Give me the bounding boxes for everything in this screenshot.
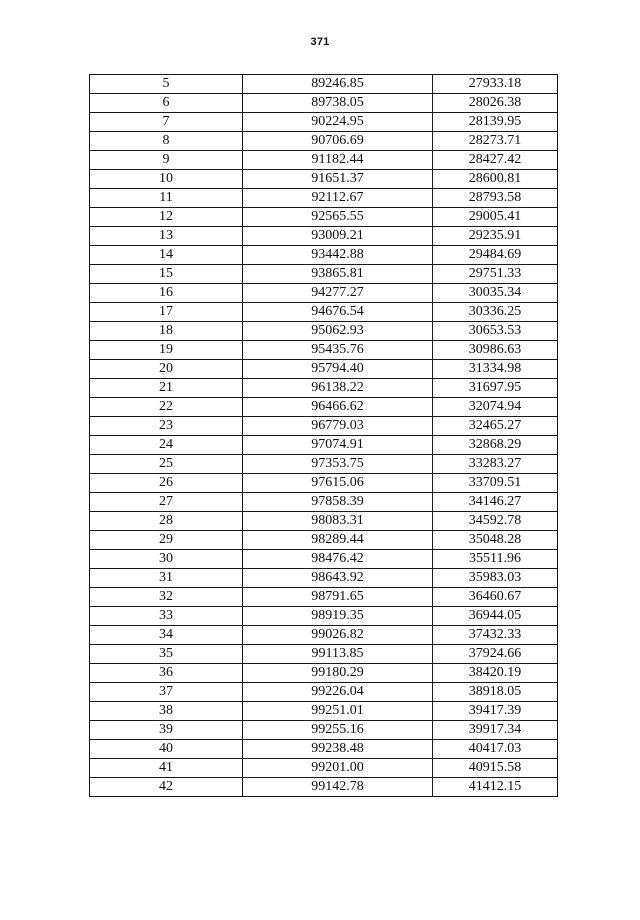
value-a-cell: 98476.42 <box>243 550 433 569</box>
value-b-cell: 38420.19 <box>433 664 558 683</box>
value-b-cell: 36460.67 <box>433 588 558 607</box>
value-a-cell: 99142.78 <box>243 778 433 797</box>
value-a-cell: 94676.54 <box>243 303 433 322</box>
table-row <box>90 322 558 341</box>
value-a-cell: 91182.44 <box>243 151 433 170</box>
value-a-cell: 98643.92 <box>243 569 433 588</box>
value-b-cell: 31334.98 <box>433 360 558 379</box>
value-a-cell: 96466.62 <box>243 398 433 417</box>
value-b-cell: 28273.71 <box>433 132 558 151</box>
row-index-cell: 28 <box>90 512 243 531</box>
row-index-cell: 27 <box>90 493 243 512</box>
value-b-cell: 31697.95 <box>433 379 558 398</box>
value-b-cell: 37432.33 <box>433 626 558 645</box>
value-b-cell: 36944.05 <box>433 607 558 626</box>
table-row <box>90 645 558 664</box>
row-index-cell: 36 <box>90 664 243 683</box>
value-b-cell: 37924.66 <box>433 645 558 664</box>
value-b-cell: 29751.33 <box>433 265 558 284</box>
row-index-cell: 16 <box>90 284 243 303</box>
row-index-cell: 35 <box>90 645 243 664</box>
value-a-cell: 91651.37 <box>243 170 433 189</box>
value-a-cell: 89246.85 <box>243 75 433 94</box>
value-b-cell: 32074.94 <box>433 398 558 417</box>
value-b-cell: 30336.25 <box>433 303 558 322</box>
table-row <box>90 246 558 265</box>
row-index-cell: 17 <box>90 303 243 322</box>
value-a-cell: 97858.39 <box>243 493 433 512</box>
row-index-cell: 21 <box>90 379 243 398</box>
value-b-cell: 32868.29 <box>433 436 558 455</box>
row-index-cell: 26 <box>90 474 243 493</box>
table-row <box>90 721 558 740</box>
table-row <box>90 740 558 759</box>
row-index-cell: 5 <box>90 75 243 94</box>
value-a-cell: 98289.44 <box>243 531 433 550</box>
value-a-cell: 93009.21 <box>243 227 433 246</box>
value-a-cell: 97074.91 <box>243 436 433 455</box>
value-a-cell: 99251.01 <box>243 702 433 721</box>
value-b-cell: 28427.42 <box>433 151 558 170</box>
value-b-cell: 30986.63 <box>433 341 558 360</box>
row-index-cell: 42 <box>90 778 243 797</box>
value-b-cell: 28139.95 <box>433 113 558 132</box>
row-index-cell: 7 <box>90 113 243 132</box>
value-a-cell: 99226.04 <box>243 683 433 702</box>
table-row <box>90 588 558 607</box>
table-row <box>90 550 558 569</box>
table-row <box>90 493 558 512</box>
value-b-cell: 28600.81 <box>433 170 558 189</box>
value-a-cell: 95435.76 <box>243 341 433 360</box>
row-index-cell: 10 <box>90 170 243 189</box>
value-b-cell: 34146.27 <box>433 493 558 512</box>
row-index-cell: 11 <box>90 189 243 208</box>
row-index-cell: 41 <box>90 759 243 778</box>
value-b-cell: 30653.53 <box>433 322 558 341</box>
table-row <box>90 683 558 702</box>
table-row <box>90 341 558 360</box>
value-b-cell: 35511.96 <box>433 550 558 569</box>
table-row <box>90 569 558 588</box>
row-index-cell: 13 <box>90 227 243 246</box>
table-row <box>90 759 558 778</box>
row-index-cell: 24 <box>90 436 243 455</box>
value-a-cell: 96138.22 <box>243 379 433 398</box>
value-b-cell: 35983.03 <box>433 569 558 588</box>
row-index-cell: 38 <box>90 702 243 721</box>
data-table <box>89 74 558 797</box>
value-a-cell: 93865.81 <box>243 265 433 284</box>
row-index-cell: 9 <box>90 151 243 170</box>
table-row <box>90 417 558 436</box>
table-row <box>90 664 558 683</box>
value-a-cell: 99180.29 <box>243 664 433 683</box>
table-row <box>90 208 558 227</box>
table-row <box>90 379 558 398</box>
value-a-cell: 92565.55 <box>243 208 433 227</box>
table-row <box>90 531 558 550</box>
value-a-cell: 97353.75 <box>243 455 433 474</box>
row-index-cell: 25 <box>90 455 243 474</box>
value-b-cell: 33709.51 <box>433 474 558 493</box>
row-index-cell: 8 <box>90 132 243 151</box>
value-a-cell: 98083.31 <box>243 512 433 531</box>
table-row <box>90 398 558 417</box>
value-b-cell: 28026.38 <box>433 94 558 113</box>
row-index-cell: 39 <box>90 721 243 740</box>
value-b-cell: 27933.18 <box>433 75 558 94</box>
value-b-cell: 32465.27 <box>433 417 558 436</box>
value-b-cell: 34592.78 <box>433 512 558 531</box>
table-row <box>90 265 558 284</box>
row-index-cell: 37 <box>90 683 243 702</box>
table-row <box>90 94 558 113</box>
row-index-cell: 14 <box>90 246 243 265</box>
table-row <box>90 360 558 379</box>
row-index-cell: 6 <box>90 94 243 113</box>
value-b-cell: 29005.41 <box>433 208 558 227</box>
table-row <box>90 626 558 645</box>
row-index-cell: 40 <box>90 740 243 759</box>
row-index-cell: 22 <box>90 398 243 417</box>
value-b-cell: 39917.34 <box>433 721 558 740</box>
value-a-cell: 93442.88 <box>243 246 433 265</box>
table-row <box>90 455 558 474</box>
value-b-cell: 41412.15 <box>433 778 558 797</box>
table-row <box>90 303 558 322</box>
value-a-cell: 99201.00 <box>243 759 433 778</box>
row-index-cell: 15 <box>90 265 243 284</box>
value-a-cell: 92112.67 <box>243 189 433 208</box>
value-a-cell: 98919.35 <box>243 607 433 626</box>
value-b-cell: 33283.27 <box>433 455 558 474</box>
value-b-cell: 30035.34 <box>433 284 558 303</box>
row-index-cell: 32 <box>90 588 243 607</box>
table-row <box>90 151 558 170</box>
value-a-cell: 94277.27 <box>243 284 433 303</box>
value-a-cell: 97615.06 <box>243 474 433 493</box>
value-a-cell: 99026.82 <box>243 626 433 645</box>
value-b-cell: 40417.03 <box>433 740 558 759</box>
value-a-cell: 95062.93 <box>243 322 433 341</box>
row-index-cell: 33 <box>90 607 243 626</box>
row-index-cell: 29 <box>90 531 243 550</box>
row-index-cell: 23 <box>90 417 243 436</box>
value-b-cell: 29235.91 <box>433 227 558 246</box>
value-a-cell: 89738.05 <box>243 94 433 113</box>
table-body <box>90 75 558 797</box>
table-row <box>90 474 558 493</box>
value-a-cell: 99113.85 <box>243 645 433 664</box>
value-a-cell: 99238.48 <box>243 740 433 759</box>
value-b-cell: 29484.69 <box>433 246 558 265</box>
value-b-cell: 39417.39 <box>433 702 558 721</box>
row-index-cell: 19 <box>90 341 243 360</box>
value-b-cell: 35048.28 <box>433 531 558 550</box>
value-a-cell: 98791.65 <box>243 588 433 607</box>
table-row <box>90 227 558 246</box>
value-a-cell: 95794.40 <box>243 360 433 379</box>
value-a-cell: 96779.03 <box>243 417 433 436</box>
table-row <box>90 170 558 189</box>
table-row <box>90 75 558 94</box>
table-row <box>90 113 558 132</box>
table-row <box>90 512 558 531</box>
table-row <box>90 778 558 797</box>
table-row <box>90 607 558 626</box>
table-row <box>90 132 558 151</box>
row-index-cell: 12 <box>90 208 243 227</box>
value-b-cell: 40915.58 <box>433 759 558 778</box>
table-row <box>90 436 558 455</box>
row-index-cell: 18 <box>90 322 243 341</box>
value-a-cell: 99255.16 <box>243 721 433 740</box>
table-row <box>90 189 558 208</box>
page-number: 371 <box>310 36 330 48</box>
row-index-cell: 31 <box>90 569 243 588</box>
row-index-cell: 34 <box>90 626 243 645</box>
value-b-cell: 38918.05 <box>433 683 558 702</box>
table-row <box>90 284 558 303</box>
value-a-cell: 90224.95 <box>243 113 433 132</box>
value-b-cell: 28793.58 <box>433 189 558 208</box>
table-row <box>90 702 558 721</box>
value-a-cell: 90706.69 <box>243 132 433 151</box>
row-index-cell: 30 <box>90 550 243 569</box>
row-index-cell: 20 <box>90 360 243 379</box>
